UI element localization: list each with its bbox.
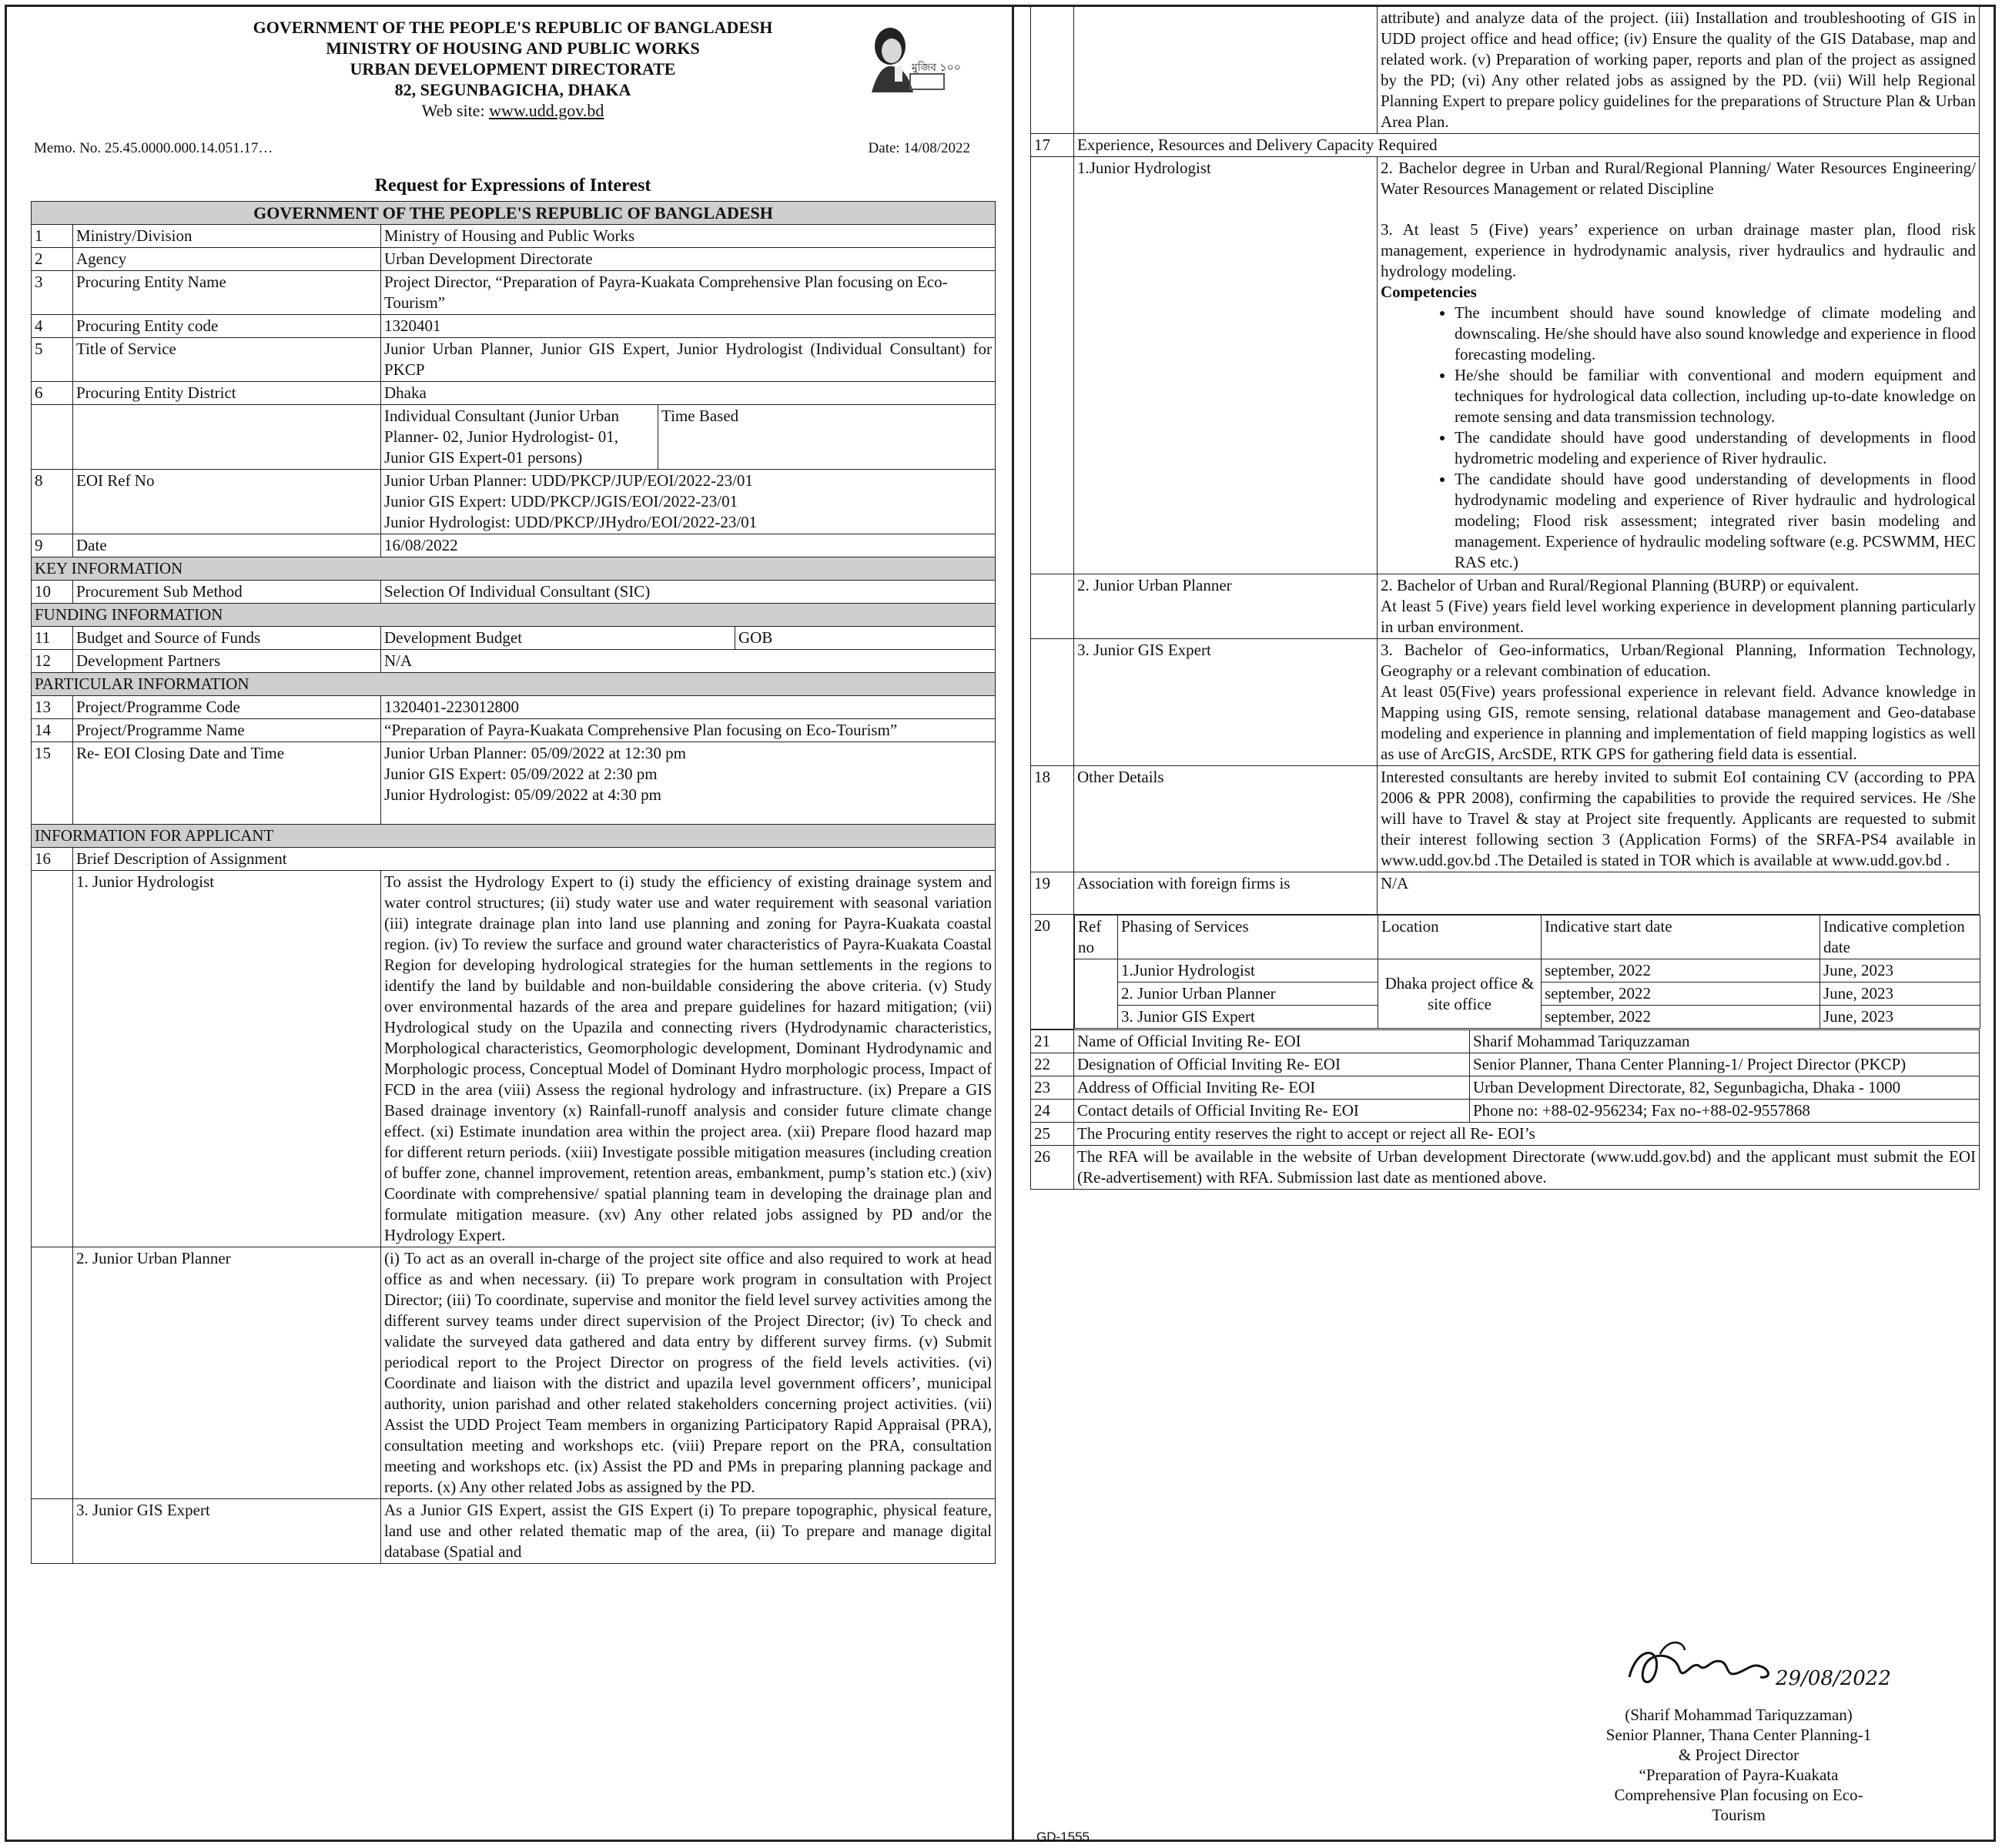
- assignment-text-planner: (i) To act as an overall in-charge of the project site office and also required to work at head office as and when necessary. (ii) To prepare work program in consultation with Project Director; (iii) To coordinate, supervise and monitor the field level survey activities among the different survey teams under direct supervision of the Project Director; (iv) To check and validate the surveyed data gathered and data entry by different survey firms. (v) Submit periodical report to the Project Director on progress of the field levels activities. (vi) Coordinate and liaison with the district and upazila level government officers’, municipal authority, union parishad and other related stakeholders concerning project activities. (vii) Assist the UDD Project Team members in organizing Participatory Rapid Appraisal (PRA), consultation meeting and workshops etc. (viii) Prepare report on the PRA, consultation meeting and workshops etc. (ix) Assist the PD and PMs in preparing planning package and reports. (x) Any other related Jobs as assigned by the PD.: [381, 1247, 996, 1499]
- row-label: Re- EOI Closing Date and Time: [73, 742, 381, 825]
- section-header: [32, 825, 996, 848]
- experience-planner: [1378, 574, 1980, 639]
- phasing-end: June, 2023: [1820, 1006, 1980, 1029]
- table-row: [32, 248, 996, 271]
- header-line-4: 82, SEGUNBAGICHA, DHAKA: [394, 80, 631, 99]
- header-ref: Ref no: [1075, 916, 1118, 959]
- assignment-label-planner: 2. Junior Urban Planner: [73, 1247, 381, 1499]
- row-no: 8: [32, 470, 73, 534]
- table-row: [1031, 574, 1980, 639]
- planner-experience: At least 5 (Five) years field level working experience in development planning particularly in urban environment.: [1381, 597, 1976, 636]
- website-label: Web site:: [421, 101, 490, 120]
- row-label: EOI Ref No: [73, 470, 381, 534]
- section-title: FUNDING INFORMATION: [32, 604, 996, 627]
- signatory-project-3: Tourism: [1712, 1806, 1766, 1824]
- table-row: [32, 225, 996, 248]
- website-line: [31, 100, 995, 121]
- table-row: [32, 470, 996, 534]
- section-title: KEY INFORMATION: [32, 557, 996, 581]
- experience-hydrologist: [1378, 157, 1980, 574]
- banner-text: GOVERNMENT OF THE PEOPLE'S REPUBLIC OF BANGLADESH: [32, 202, 996, 225]
- row-no: 25: [1031, 1122, 1074, 1145]
- row-value: [381, 742, 996, 825]
- row-value: The Procuring entity reserves the right to accept or reject all Re- EOI’s: [1074, 1122, 1980, 1145]
- row-label: Name of Official Inviting Re- EOI: [1074, 1029, 1470, 1053]
- row-value: 1320401-223012800: [381, 696, 996, 719]
- row-no: 22: [1031, 1053, 1074, 1076]
- phasing-row: [1075, 959, 1980, 983]
- experience-label-gis: 3. Junior GIS Expert: [1074, 639, 1378, 766]
- row-no: 4: [32, 315, 73, 338]
- eoi-ref-hydro: Junior Hydrologist: UDD/PKCP/JHydro/EOI/2022-23/01: [384, 513, 758, 531]
- table-row: [32, 271, 996, 315]
- gd-number: GD-1555: [1036, 1830, 1090, 1844]
- mujib-100-logo: [864, 20, 961, 94]
- table-row: [1031, 1099, 1980, 1122]
- table-row: [32, 650, 996, 673]
- row-value: Urban Development Directorate: [381, 248, 996, 271]
- row-no: 14: [32, 719, 73, 742]
- section-header: [32, 673, 996, 696]
- table-row: [1031, 1053, 1980, 1076]
- phasing-header: [1075, 916, 1980, 959]
- row-label: Procuring Entity District: [73, 382, 381, 405]
- document-title: Request for Expressions of Interest: [374, 176, 651, 196]
- row-label: Address of Official Inviting Re- EOI: [1074, 1076, 1470, 1099]
- table-row: [32, 742, 996, 825]
- table-row: [32, 382, 996, 405]
- assignment-label-gis: 3. Junior GIS Expert: [73, 1499, 381, 1564]
- row-value: Project Director, “Preparation of Payra-Kuakata Comprehensive Plan focusing on Eco-Tourism”: [381, 271, 996, 315]
- row-no: 2: [32, 248, 73, 271]
- logo-text: মুজিব ১০০: [912, 62, 961, 74]
- row-no: 9: [32, 534, 73, 557]
- section-header: [32, 604, 996, 627]
- table-row: [1031, 134, 1980, 157]
- table-row: [32, 719, 996, 742]
- table-row: [32, 581, 996, 604]
- row-no: 17: [1031, 134, 1074, 157]
- row-no: 12: [32, 650, 73, 673]
- row-value: N/A: [381, 650, 996, 673]
- header-phasing: Phasing of Services: [1118, 916, 1378, 959]
- section-header: [32, 557, 996, 581]
- signatory-role: & Project Director: [1678, 1746, 1799, 1764]
- row-no: 19: [1031, 872, 1074, 915]
- signatory-details: [1523, 1705, 1954, 1825]
- table-row: [32, 534, 996, 557]
- signatory-project-1: “Preparation of Payra-Kuakata: [1639, 1766, 1839, 1784]
- row-no: 24: [1031, 1099, 1074, 1122]
- row-value: 16/08/2022: [381, 534, 996, 557]
- official-table: [1030, 1029, 1980, 1190]
- assignment-text-gis: As a Junior GIS Expert, assist the GIS Expert (i) To prepare topographic, physical feature, land use and other related thematic map of the area, (ii) To prepare and manage digital database (Spatial and: [381, 1499, 996, 1564]
- competencies-heading: Competencies: [1381, 283, 1477, 301]
- row-label: Project/Programme Code: [73, 696, 381, 719]
- row-label: Procurement Sub Method: [73, 581, 381, 604]
- row-label: Procuring Entity code: [73, 315, 381, 338]
- row-value: The RFA will be available in the website of Urban development Directorate (www.udd.gov.bd) and the applicant must submit the EOI (Re-advertisement) with RFA. Submission last date as mentioned above.: [1074, 1145, 1980, 1189]
- row-no: 11: [32, 627, 73, 650]
- memo-row: [34, 140, 970, 157]
- row-label: Ministry/Division: [73, 225, 381, 248]
- letterhead-text: [31, 14, 995, 100]
- table-row: [1031, 639, 1980, 766]
- header-location: Location: [1378, 916, 1542, 959]
- table-row: [32, 338, 996, 382]
- assignment-label-hydrologist: 1. Junior Hydrologist: [73, 871, 381, 1247]
- phasing-cell: [1074, 915, 1980, 1029]
- row-label: Agency: [73, 248, 381, 271]
- list-item: • The candidate should have good understanding of developments in flood hydrodynamic modeling and experience of River hydraulic and hydrological modeling; Flood risk assessment; integrated river basin modeling and management. Experience of hydraulic modeling software (e.g. PCSWMM, HEC RAS etc.): [1455, 469, 1976, 573]
- signatory-title: Senior Planner, Thana Center Planning-1: [1605, 1726, 1872, 1744]
- phasing-service: 1.Junior Hydrologist: [1118, 959, 1378, 983]
- table-row: [32, 315, 996, 338]
- experience-years: 3. At least 5 (Five) years’ experience on urban drainage master plan, flood risk management, experience in hydrodynamic analysis, river hydraulics and hydraulic and hydrology modeling.: [1381, 220, 1976, 280]
- signatory-name: (Sharif Mohammad Tariquzzaman): [1625, 1706, 1853, 1724]
- planner-degree: 2. Bachelor of Urban and Rural/Regional Planning (BURP) or equivalent.: [1381, 576, 1860, 594]
- left-column: [31, 14, 995, 1839]
- header-start: Indicative start date: [1542, 916, 1820, 959]
- closing-hydro: Junior Hydrologist: 05/09/2022 at 4:30 pm: [384, 785, 661, 804]
- competencies-list: [1381, 303, 1976, 573]
- table-row: [1031, 915, 1980, 1029]
- table-row: [1031, 157, 1980, 574]
- row-value: Junior Urban Planner, Junior GIS Expert, Junior Hydrologist (Individual Consultant) for PKCP: [381, 338, 996, 382]
- experience-gis: [1378, 639, 1980, 766]
- row-label: Project/Programme Name: [73, 719, 381, 742]
- handwritten-signature: [1614, 1631, 1891, 1708]
- website-link[interactable]: www.udd.gov.bd: [489, 101, 604, 120]
- table-row: [32, 1247, 996, 1499]
- assignment-text-hydrologist: To assist the Hydrology Expert to (i) study the efficiency of existing drainage system and water control structures; (ii) study water use and water requirement with seasonal variation (iii) integrate drainage plan into land use planning and zoning for Payra-Kuakata coastal region. (iv) To review the surface and ground water characteristics of Payra-Kuakata Coastal Region for developing hydrological strategies for the human settlements in the regions to identify the land by buildable and non-buildable considering the above criteria. (v) Study over environmental hazards of the area and prepare guidelines for hazard mitigation; (vii) Hydrological study on the Upazila and connecting rivers (Hydrodynamic characteristics, Morphological characteristics, Geomorphologic development, Dominant Hydrodynamic and Morphologic process, Conceptual Model of Dominant Hydro morphologic process, Impact of FCD in the area (viii) Assess the regional hydrology and infrastructure. (ix) Prepare a GIS Based drainage inventory (x) Rainfall-runoff analysis and consider future climate change effect. (xi) Estimate inundation area within the project area. (xii) Prepare flood hazard map for different return periods. (xiii) Investigate possible mitigation measures (including creation of buffer zone, channel improvement, retention areas, embankment, pump’s station etc.) (xiv) Coordinate with comprehensive/ spatial planning team in developing the drainage plan and formulate mitigation measure. (xv) Any other related jobs assigned by PD and/or the Hydrology Expert.: [381, 871, 996, 1247]
- header-line-1: GOVERNMENT OF THE PEOPLE'S REPUBLIC OF BANGLADESH: [253, 18, 773, 37]
- row-no: 13: [32, 696, 73, 719]
- row-value-2: GOB: [735, 627, 996, 650]
- section-title: PARTICULAR INFORMATION: [32, 673, 996, 696]
- row-value: “Preparation of Payra-Kuakata Comprehensive Plan focusing on Eco-Tourism”: [381, 719, 996, 742]
- row-value: Dhaka: [381, 382, 996, 405]
- signatory-project-2: Comprehensive Plan focusing on Eco-: [1614, 1786, 1863, 1804]
- row-label: Budget and Source of Funds: [73, 627, 381, 650]
- row-no: 5: [32, 338, 73, 382]
- phasing-service: 2. Junior Urban Planner: [1118, 983, 1378, 1006]
- table-banner: [32, 202, 996, 225]
- row-no: 23: [1031, 1076, 1074, 1099]
- row-no: 18: [1031, 766, 1074, 872]
- table-row: [32, 848, 996, 871]
- row-value: Selection Of Individual Consultant (SIC): [381, 581, 996, 604]
- row-no: 26: [1031, 1145, 1074, 1189]
- table-row: [1031, 1122, 1980, 1145]
- row-label: Procuring Entity Name: [73, 271, 381, 315]
- header-line-2: MINISTRY OF HOUSING AND PUBLIC WORKS: [326, 38, 700, 58]
- table-row: [1031, 1145, 1980, 1189]
- eoi-ref-planner: Junior Urban Planner: UDD/PKCP/JUP/EOI/2022-23/01: [384, 471, 753, 490]
- row-value: Individual Consultant (Junior Urban Planner- 02, Junior Hydrologist- 01, Junior GIS Expert-01 persons): [381, 405, 658, 470]
- row-no: 21: [1031, 1029, 1074, 1053]
- row-no: 20: [1031, 915, 1074, 1029]
- table-row: [1031, 1029, 1980, 1053]
- list-item: • The incumbent should have sound knowledge of climate modeling and downscaling. He/she should have also sound knowledge and experience in flood forecasting modeling.: [1455, 303, 1976, 365]
- row-value-2: Time Based: [658, 405, 996, 470]
- row-no: 15: [32, 742, 73, 825]
- table-row: [1031, 872, 1980, 915]
- phasing-end: June, 2023: [1820, 959, 1980, 983]
- column-divider: [1012, 5, 1014, 1842]
- memo-number: Memo. No. 25.45.0000.000.14.051.17…: [34, 140, 273, 156]
- table-row: [32, 871, 996, 1247]
- row-value: Interested consultants are hereby invited to submit EoI containing CV (according to PPA 2006 & PPR 2008), confirming the capabilities to provide the required services. He /She will have to Travel & stay at Project site frequently. Applicants are requested to submit their interest following section 3 (Application Forms) of the SRFA-PS4 available in www.udd.gov.bd .The Detailed is stated in TOR which is available at www.udd.gov.bd .: [1378, 766, 1980, 872]
- row-value: Ministry of Housing and Public Works: [381, 225, 996, 248]
- table-row: [1031, 1076, 1980, 1099]
- row-label: Title of Service: [73, 338, 381, 382]
- table-row: [32, 627, 996, 650]
- phasing-start: september, 2022: [1542, 1006, 1820, 1029]
- phasing-location: Dhaka project office & site office: [1378, 959, 1542, 1029]
- row-value: Urban Development Directorate, 82, Segunbagicha, Dhaka - 1000: [1470, 1076, 1980, 1099]
- row-label: Contact details of Official Inviting Re- EOI: [1074, 1099, 1470, 1122]
- phasing-service: 3. Junior GIS Expert: [1118, 1006, 1378, 1029]
- table-row: [32, 405, 996, 470]
- row-label: Other Details: [1074, 766, 1378, 872]
- row-no: 3: [32, 271, 73, 315]
- eoi-table-continued: [1030, 6, 1980, 1029]
- row-value: Senior Planner, Thana Center Planning-1/ Project Director (PKCP): [1470, 1053, 1980, 1076]
- phasing-start: september, 2022: [1542, 983, 1820, 1006]
- assignment-text-gis-continued: attribute) and analyze data of the project. (iii) Installation and troubleshooting of GIS in UDD project office and head office; (iv) Ensure the quality of the GIS Database, map and related work. (v) Preparation of working paper, reports and plan of the project as assigned by the PD; (vi) Any other related jobs as assigned by the PD. (vii) Will help Regional Planning Expert to prepare policy guidelines for the preparations of Structure Plan & Urban Area Plan.: [1378, 7, 1980, 134]
- row-no: 1: [32, 225, 73, 248]
- list-item: • He/she should be familiar with conventional and modern equipment and techniques for hydrological data collection, including up-to-date knowledge on remote sensing and data transmission technology.: [1455, 365, 1976, 427]
- row-label: Date: [73, 534, 381, 557]
- phasing-end: June, 2023: [1820, 983, 1980, 1006]
- letterhead: [31, 14, 995, 168]
- row-label: Association with foreign firms is: [1074, 872, 1378, 915]
- closing-gis: Junior GIS Expert: 05/09/2022 at 2:30 pm: [384, 765, 658, 783]
- experience-degree: 2. Bachelor degree in Urban and Rural/Regional Planning/ Water Resources Engineering/ Water Resources Management or related Discipline: [1381, 159, 1976, 198]
- gis-experience: At least 05(Five) years professional experience in relevant field. Advance knowledge in Mapping using GIS, remote sensing, relational database management and Geo-database modeling and experience in planning and implementation of field mapping logistics as well as use of ArcGIS, ArcSDE, RTK GPS for gathering field data is essential.: [1381, 682, 1976, 763]
- row-value: Development Budget: [381, 627, 735, 650]
- phasing-table: [1074, 915, 1980, 1029]
- experience-label-planner: 2. Junior Urban Planner: [1074, 574, 1378, 639]
- row-value: [381, 470, 996, 534]
- header-completion: Indicative completion date: [1820, 916, 1980, 959]
- table-row: [1031, 766, 1980, 872]
- signature-block: [1030, 1631, 1979, 1844]
- section-title: INFORMATION FOR APPLICANT: [32, 825, 996, 848]
- table-row: [1031, 7, 1980, 134]
- list-item: • The candidate should have good understanding of developments in flood hydrometric modeling and experience of River hydraulic.: [1455, 427, 1976, 469]
- row-no: 6: [32, 382, 73, 405]
- gis-degree: 3. Bachelor of Geo-informatics, Urban/Regional Planning, Information Technology, Geography or a relevant combination of education.: [1381, 641, 1976, 680]
- row-label: Designation of Official Inviting Re- EOI: [1074, 1053, 1470, 1076]
- row-value: 1320401: [381, 315, 996, 338]
- row-label: Experience, Resources and Delivery Capacity Required: [1074, 134, 1980, 157]
- eoi-ref-gis: Junior GIS Expert: UDD/PKCP/JGIS/EOI/2022-23/01: [384, 492, 738, 511]
- row-value: Phone no: +88-02-956234; Fax no-+88-02-9557868: [1470, 1099, 1980, 1122]
- row-no: 16: [32, 848, 73, 871]
- phasing-start: september, 2022: [1542, 959, 1820, 983]
- header-line-3: URBAN DEVELOPMENT DIRECTORATE: [350, 59, 676, 79]
- row-label: Development Partners: [73, 650, 381, 673]
- row-label: Brief Description of Assignment: [73, 848, 996, 871]
- memo-date: Date: 14/08/2022: [868, 140, 970, 156]
- signature-date: 29/08/2022: [1776, 1667, 1891, 1690]
- table-row: [32, 1499, 996, 1564]
- right-column: [1030, 6, 1979, 1844]
- eoi-table: [31, 201, 996, 1564]
- row-no: 10: [32, 581, 73, 604]
- row-value: N/A: [1378, 872, 1980, 915]
- table-row: [32, 696, 996, 719]
- row-value: Sharif Mohammad Tariquzzaman: [1470, 1029, 1980, 1053]
- experience-label-hydrologist: 1.Junior Hydrologist: [1074, 157, 1378, 574]
- closing-planner: Junior Urban Planner: 05/09/2022 at 12:30 pm: [384, 744, 686, 762]
